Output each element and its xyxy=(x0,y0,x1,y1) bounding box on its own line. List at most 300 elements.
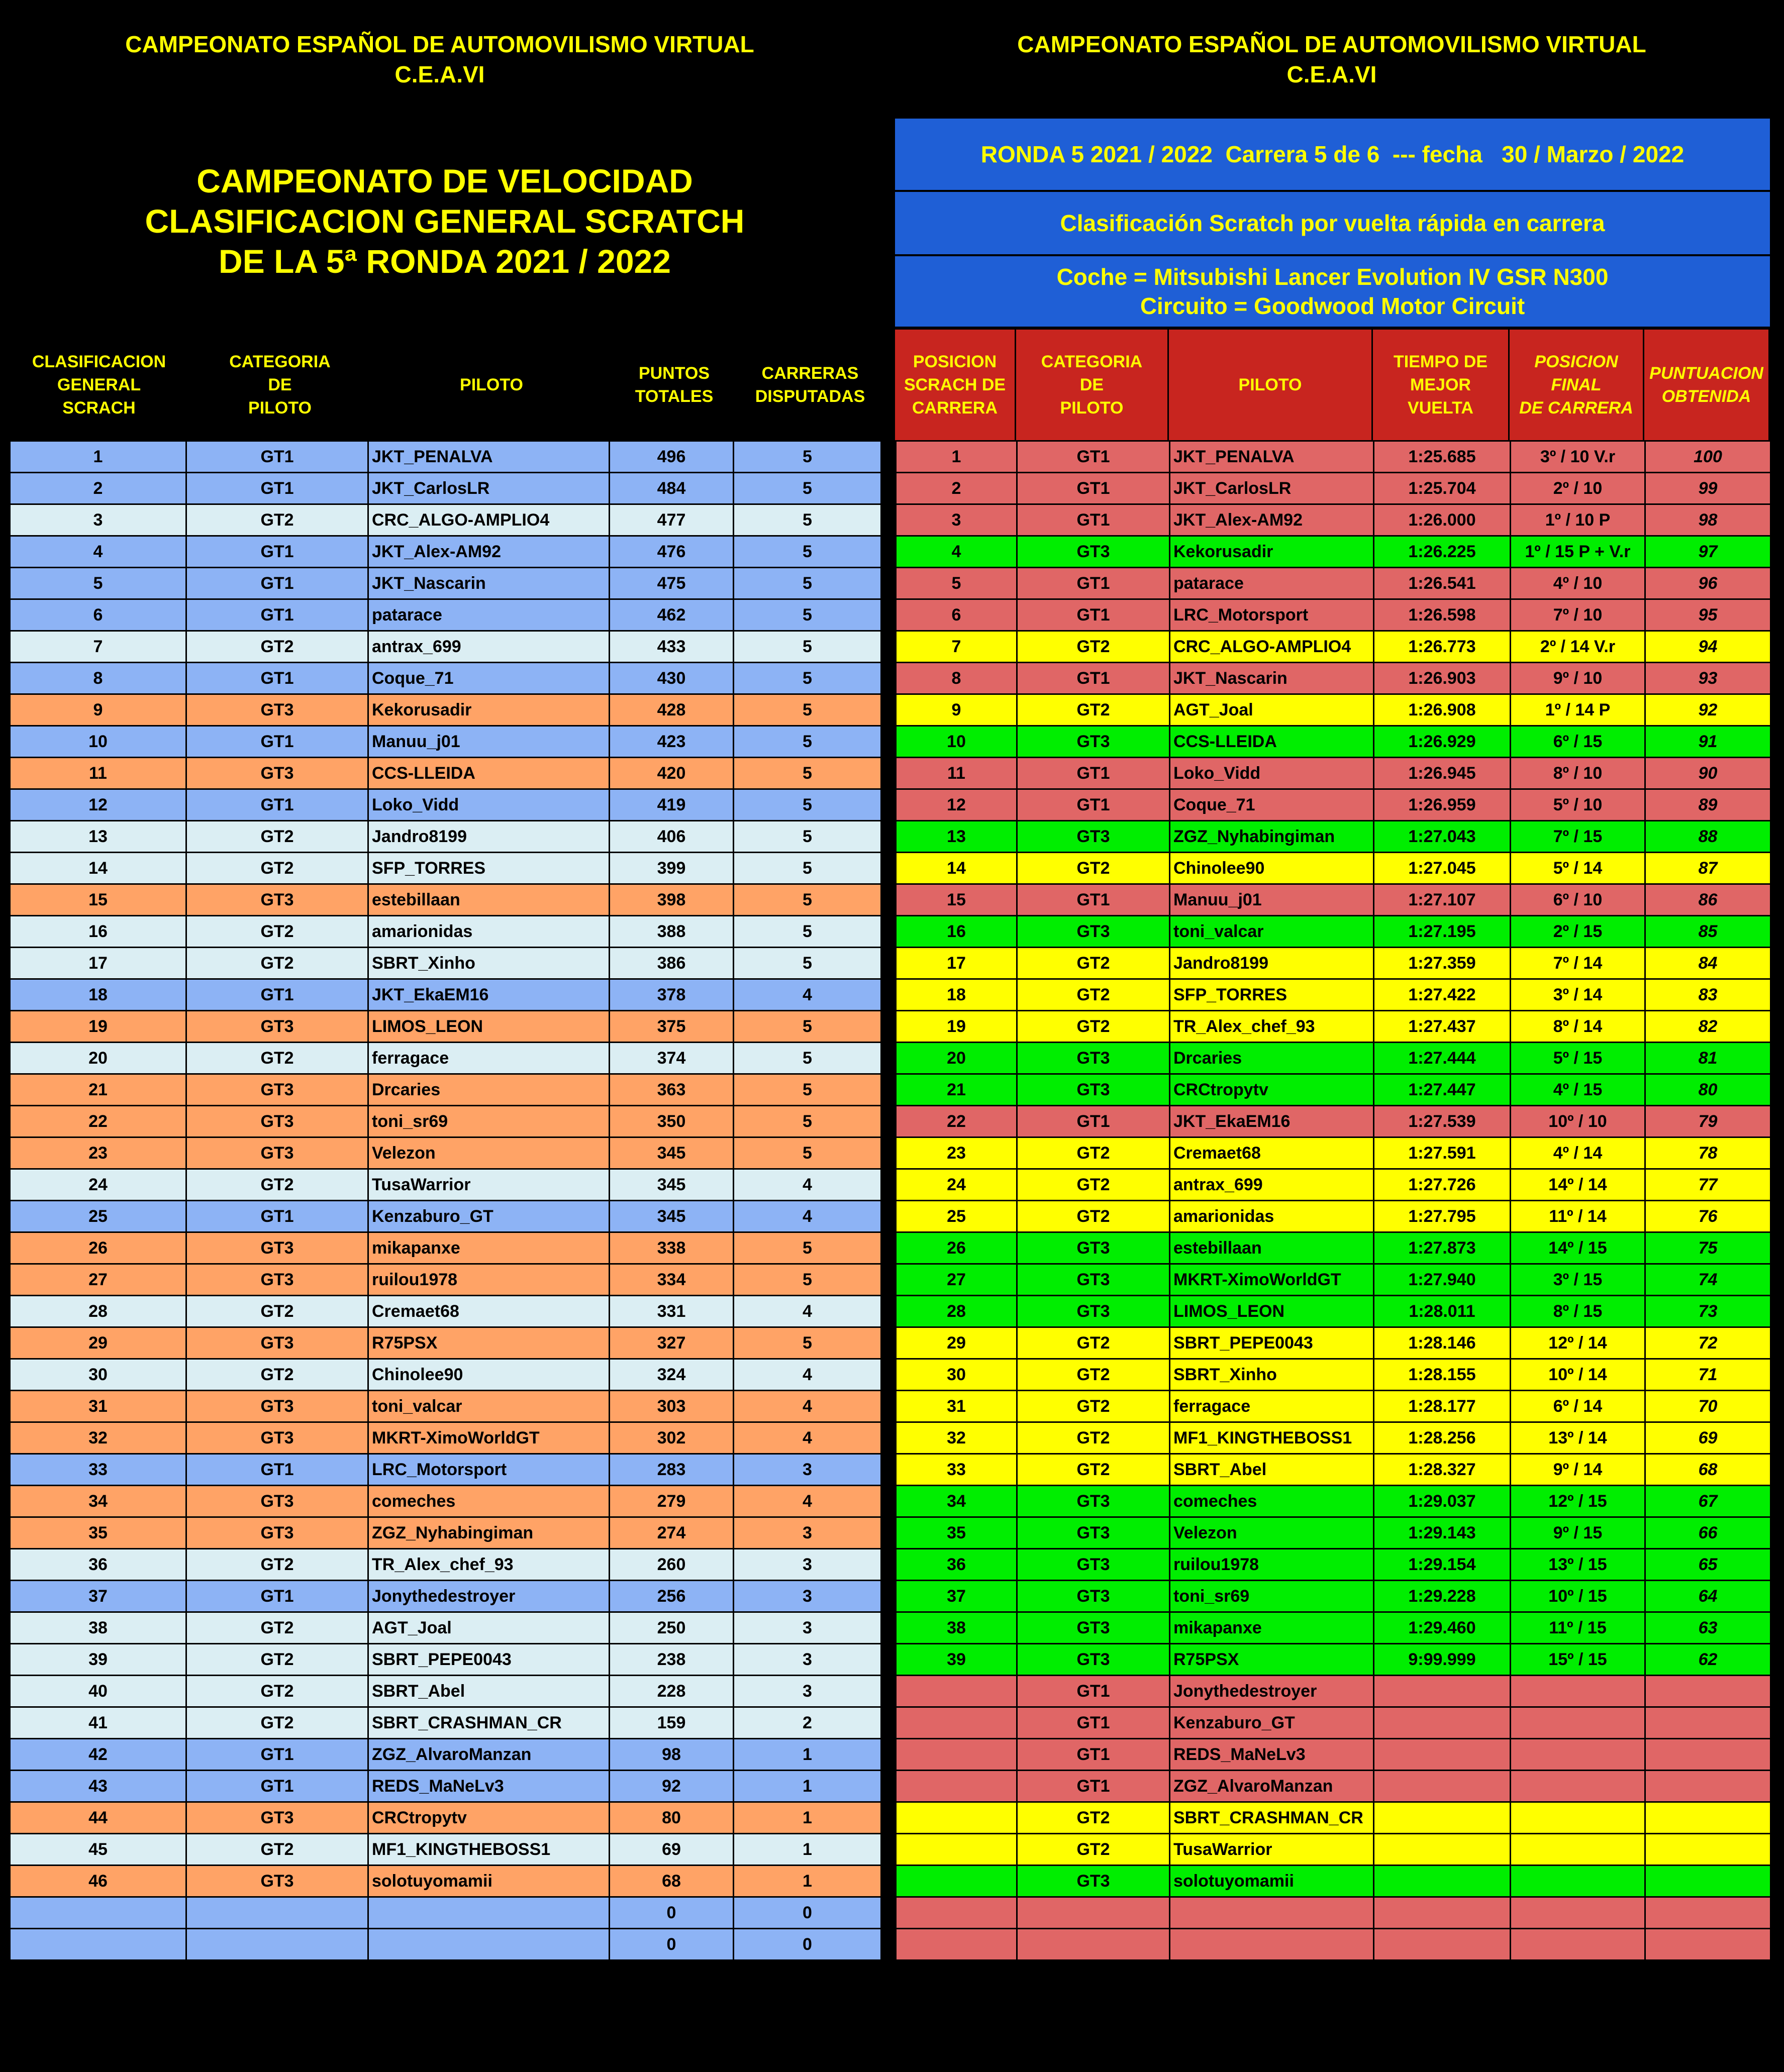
driver-cell: CRC_ALGO-AMPLIO4 xyxy=(1170,631,1374,663)
races-cell: 3 xyxy=(734,1581,881,1612)
column-header-line: MEJOR xyxy=(1410,375,1471,394)
standings-row xyxy=(10,1043,881,1074)
position-cell: 18 xyxy=(10,979,186,1011)
driver-cell: CRCtropytv xyxy=(1170,1074,1374,1106)
race-result-row xyxy=(896,789,1771,821)
races-cell: 4 xyxy=(734,1201,881,1232)
standings-row xyxy=(10,1454,881,1486)
standings-row xyxy=(10,1011,881,1043)
position-cell: 9 xyxy=(10,694,186,726)
driver-cell: SBRT_Abel xyxy=(368,1676,610,1707)
race-result-row xyxy=(896,1137,1771,1169)
points-obtained-cell: 95 xyxy=(1645,599,1771,631)
races-cell: 5 xyxy=(734,536,881,568)
scratch-info-banner xyxy=(895,192,1770,256)
races-cell: 5 xyxy=(734,853,881,884)
driver-cell: REDS_MaNeLv3 xyxy=(368,1771,610,1802)
category-cell: GT1 xyxy=(1017,758,1170,789)
driver-cell: ZGZ_Nyhabingiman xyxy=(1170,821,1374,853)
column-header-line: CARRERAS xyxy=(761,364,859,383)
race-position-cell: 31 xyxy=(896,1391,1017,1422)
standings-row xyxy=(10,726,881,758)
position-cell: 6 xyxy=(10,599,186,631)
races-cell: 4 xyxy=(734,1296,881,1327)
driver-cell: Jonythedestroyer xyxy=(368,1581,610,1612)
position-cell xyxy=(10,1897,186,1929)
points-obtained-cell: 76 xyxy=(1645,1201,1771,1232)
points-cell: 388 xyxy=(610,916,734,948)
race-results-table xyxy=(895,440,1771,1961)
final-position-cell: 1º / 14 P xyxy=(1511,694,1645,726)
driver-cell: LIMOS_LEON xyxy=(1170,1296,1374,1327)
standings-row xyxy=(10,1296,881,1327)
best-lap-cell xyxy=(1374,1866,1511,1897)
races-cell: 5 xyxy=(734,631,881,663)
category-cell: GT2 xyxy=(1017,979,1170,1011)
race-position-cell: 8 xyxy=(896,663,1017,694)
driver-cell: JKT_Alex-AM92 xyxy=(368,536,610,568)
points-obtained-cell: 75 xyxy=(1645,1232,1771,1264)
points-obtained-cell: 72 xyxy=(1645,1327,1771,1359)
points-obtained-cell xyxy=(1645,1897,1771,1929)
best-lap-cell: 1:25.685 xyxy=(1374,441,1511,473)
driver-cell: Chinolee90 xyxy=(368,1359,610,1391)
driver-cell: R75PSX xyxy=(1170,1644,1374,1676)
position-cell: 27 xyxy=(10,1264,186,1296)
standings-row xyxy=(10,568,881,599)
category-cell: GT1 xyxy=(1017,441,1170,473)
race-result-row xyxy=(896,916,1771,948)
driver-cell: SFP_TORRES xyxy=(1170,979,1374,1011)
best-lap-cell xyxy=(1374,1897,1511,1929)
races-cell: 5 xyxy=(734,1327,881,1359)
standings-row xyxy=(10,1486,881,1517)
best-lap-cell xyxy=(1374,1771,1511,1802)
category-cell: GT3 xyxy=(186,1486,368,1517)
standings-row xyxy=(10,1897,881,1929)
race-result-row xyxy=(896,1074,1771,1106)
final-position-cell xyxy=(1511,1707,1645,1739)
column-header-line: DE xyxy=(1079,375,1104,394)
races-cell: 1 xyxy=(734,1834,881,1866)
column-header-line: DE CARRERA xyxy=(1519,398,1633,418)
driver-cell xyxy=(368,1897,610,1929)
final-position-cell: 2º / 10 xyxy=(1511,473,1645,504)
position-cell xyxy=(10,1929,186,1960)
points-obtained-cell: 99 xyxy=(1645,473,1771,504)
race-position-cell: 37 xyxy=(896,1581,1017,1612)
position-cell: 28 xyxy=(10,1296,186,1327)
race-position-cell: 20 xyxy=(896,1043,1017,1074)
points-cell: 350 xyxy=(610,1106,734,1137)
category-cell: GT2 xyxy=(1017,1834,1170,1866)
final-position-cell: 8º / 10 xyxy=(1511,758,1645,789)
race-result-row xyxy=(896,1897,1771,1929)
final-position-cell: 7º / 10 xyxy=(1511,599,1645,631)
position-cell: 14 xyxy=(10,853,186,884)
position-cell: 40 xyxy=(10,1676,186,1707)
final-position-cell: 10º / 15 xyxy=(1511,1581,1645,1612)
category-cell: GT3 xyxy=(1017,726,1170,758)
race-position-cell: 16 xyxy=(896,916,1017,948)
points-obtained-cell: 82 xyxy=(1645,1011,1771,1043)
best-lap-cell: 9:99.999 xyxy=(1374,1644,1511,1676)
category-cell: GT2 xyxy=(186,916,368,948)
driver-cell xyxy=(368,1929,610,1960)
race-result-row xyxy=(896,1043,1771,1074)
final-position-cell xyxy=(1511,1739,1645,1771)
driver-cell: JKT_Nascarin xyxy=(368,568,610,599)
points-obtained-cell xyxy=(1645,1707,1771,1739)
points-cell: 0 xyxy=(610,1897,734,1929)
position-cell: 42 xyxy=(10,1739,186,1771)
points-obtained-cell: 96 xyxy=(1645,568,1771,599)
driver-cell: Loko_Vidd xyxy=(368,789,610,821)
category-cell: GT1 xyxy=(1017,1707,1170,1739)
driver-cell: Jandro8199 xyxy=(368,821,610,853)
driver-cell: patarace xyxy=(1170,568,1374,599)
category-cell: GT3 xyxy=(186,1866,368,1897)
races-cell: 3 xyxy=(734,1676,881,1707)
standings-row xyxy=(10,1422,881,1454)
category-cell: GT3 xyxy=(186,1391,368,1422)
position-cell: 4 xyxy=(10,536,186,568)
position-cell: 37 xyxy=(10,1581,186,1612)
column-header-line: DISPUTADAS xyxy=(755,387,865,406)
standings-row xyxy=(10,663,881,694)
race-position-cell xyxy=(896,1739,1017,1771)
driver-cell: solotuyomamii xyxy=(1170,1866,1374,1897)
race-position-cell xyxy=(896,1707,1017,1739)
race-position-cell: 34 xyxy=(896,1486,1017,1517)
final-position-cell: 10º / 14 xyxy=(1511,1359,1645,1391)
race-position-cell xyxy=(896,1802,1017,1834)
final-position-cell: 5º / 10 xyxy=(1511,789,1645,821)
races-cell: 5 xyxy=(734,663,881,694)
best-lap-cell: 1:26.945 xyxy=(1374,758,1511,789)
driver-cell: estebillaan xyxy=(368,884,610,916)
points-cell: 484 xyxy=(610,473,734,504)
race-result-row xyxy=(896,821,1771,853)
category-cell xyxy=(186,1897,368,1929)
position-cell: 31 xyxy=(10,1391,186,1422)
points-cell: 374 xyxy=(610,1043,734,1074)
category-cell: GT2 xyxy=(186,1644,368,1676)
race-position-cell xyxy=(896,1676,1017,1707)
points-cell: 378 xyxy=(610,979,734,1011)
final-position-cell xyxy=(1511,1676,1645,1707)
column-header-line: CLASIFICACION xyxy=(32,352,166,371)
races-cell: 1 xyxy=(734,1866,881,1897)
best-lap-cell: 1:26.908 xyxy=(1374,694,1511,726)
column-header-line: DE xyxy=(268,375,292,394)
races-cell: 5 xyxy=(734,1043,881,1074)
races-cell: 2 xyxy=(734,1707,881,1739)
race-position-cell: 25 xyxy=(896,1201,1017,1232)
driver-cell: Loko_Vidd xyxy=(1170,758,1374,789)
column-header xyxy=(371,330,612,440)
title-line-2: CLASIFICACION GENERAL SCRATCH xyxy=(145,202,745,240)
position-cell: 13 xyxy=(10,821,186,853)
column-header-line: CARRERA xyxy=(912,398,998,418)
category-cell: GT1 xyxy=(186,536,368,568)
race-position-cell: 11 xyxy=(896,758,1017,789)
final-position-cell: 9º / 15 xyxy=(1511,1517,1645,1549)
points-cell: 477 xyxy=(610,504,734,536)
driver-cell: LRC_Motorsport xyxy=(1170,599,1374,631)
org-acronym: C.E.A.VI xyxy=(1286,61,1377,87)
driver-cell: TR_Alex_chef_93 xyxy=(368,1549,610,1581)
race-position-cell: 7 xyxy=(896,631,1017,663)
driver-cell: REDS_MaNeLv3 xyxy=(1170,1739,1374,1771)
points-cell: 334 xyxy=(610,1264,734,1296)
race-position-cell: 17 xyxy=(896,948,1017,979)
final-position-cell xyxy=(1511,1929,1645,1960)
category-cell: GT2 xyxy=(186,631,368,663)
category-cell: GT2 xyxy=(186,1359,368,1391)
races-cell: 5 xyxy=(734,1232,881,1264)
best-lap-cell: 1:28.146 xyxy=(1374,1327,1511,1359)
driver-cell: JKT_CarlosLR xyxy=(1170,473,1374,504)
best-lap-cell: 1:29.460 xyxy=(1374,1612,1511,1644)
points-obtained-cell xyxy=(1645,1929,1771,1960)
position-cell: 17 xyxy=(10,948,186,979)
driver-cell: CCS-LLEIDA xyxy=(1170,726,1374,758)
org-acronym: C.E.A.VI xyxy=(394,61,485,87)
standings-row xyxy=(10,789,881,821)
points-obtained-cell: 87 xyxy=(1645,853,1771,884)
standings-row xyxy=(10,979,881,1011)
final-position-cell: 5º / 14 xyxy=(1511,853,1645,884)
category-cell: GT2 xyxy=(1017,1137,1170,1169)
position-cell: 24 xyxy=(10,1169,186,1201)
race-result-row xyxy=(896,1866,1771,1897)
column-header xyxy=(189,330,371,440)
points-obtained-cell: 68 xyxy=(1645,1454,1771,1486)
final-position-cell: 12º / 14 xyxy=(1511,1327,1645,1359)
driver-cell: MF1_KINGTHEBOSS1 xyxy=(1170,1422,1374,1454)
category-cell: GT3 xyxy=(1017,1517,1170,1549)
points-obtained-cell: 97 xyxy=(1645,536,1771,568)
final-position-cell: 7º / 15 xyxy=(1511,821,1645,853)
driver-cell: MKRT-XimoWorldGT xyxy=(1170,1264,1374,1296)
column-header xyxy=(895,330,1016,440)
position-cell: 7 xyxy=(10,631,186,663)
points-cell: 419 xyxy=(610,789,734,821)
races-cell: 5 xyxy=(734,1074,881,1106)
best-lap-cell: 1:27.422 xyxy=(1374,979,1511,1011)
driver-cell: SBRT_Abel xyxy=(1170,1454,1374,1486)
category-cell: GT3 xyxy=(1017,1264,1170,1296)
best-lap-cell: 1:27.447 xyxy=(1374,1074,1511,1106)
race-result-row xyxy=(896,1327,1771,1359)
race-position-cell: 27 xyxy=(896,1264,1017,1296)
category-cell: GT3 xyxy=(186,1264,368,1296)
final-position-cell: 4º / 10 xyxy=(1511,568,1645,599)
driver-cell: Coque_71 xyxy=(1170,789,1374,821)
category-cell: GT1 xyxy=(1017,1106,1170,1137)
category-cell xyxy=(1017,1897,1170,1929)
driver-cell: antrax_699 xyxy=(368,631,610,663)
race-result-row xyxy=(896,853,1771,884)
driver-cell: solotuyomamii xyxy=(368,1866,610,1897)
best-lap-cell: 1:27.726 xyxy=(1374,1169,1511,1201)
race-position-cell xyxy=(896,1834,1017,1866)
races-cell: 5 xyxy=(734,948,881,979)
final-position-cell: 2º / 14 V.r xyxy=(1511,631,1645,663)
category-cell: GT1 xyxy=(1017,1676,1170,1707)
position-cell: 12 xyxy=(10,789,186,821)
races-cell: 4 xyxy=(734,1422,881,1454)
race-result-row xyxy=(896,473,1771,504)
points-obtained-cell: 80 xyxy=(1645,1074,1771,1106)
driver-cell: comeches xyxy=(368,1486,610,1517)
race-position-cell: 32 xyxy=(896,1422,1017,1454)
category-cell: GT2 xyxy=(186,1707,368,1739)
category-cell: GT1 xyxy=(186,441,368,473)
points-obtained-cell: 81 xyxy=(1645,1043,1771,1074)
category-cell: GT1 xyxy=(1017,568,1170,599)
races-cell: 5 xyxy=(734,1264,881,1296)
standings-row xyxy=(10,1264,881,1296)
category-cell: GT2 xyxy=(1017,1359,1170,1391)
driver-cell: JKT_EkaEM16 xyxy=(368,979,610,1011)
column-header-line: TOTALES xyxy=(635,387,714,406)
points-obtained-cell: 83 xyxy=(1645,979,1771,1011)
category-cell: GT3 xyxy=(1017,1074,1170,1106)
category-cell: GT3 xyxy=(1017,1232,1170,1264)
driver-cell: Kenzaburo_GT xyxy=(1170,1707,1374,1739)
best-lap-cell: 1:26.773 xyxy=(1374,631,1511,663)
standings-row xyxy=(10,1517,881,1549)
driver-cell: TusaWarrior xyxy=(1170,1834,1374,1866)
position-cell: 26 xyxy=(10,1232,186,1264)
final-position-cell: 14º / 14 xyxy=(1511,1169,1645,1201)
final-position-cell: 3º / 15 xyxy=(1511,1264,1645,1296)
best-lap-cell: 1:27.195 xyxy=(1374,916,1511,948)
driver-cell: JKT_EkaEM16 xyxy=(1170,1106,1374,1137)
standings-row xyxy=(10,631,881,663)
driver-cell: Manuu_j01 xyxy=(368,726,610,758)
category-cell: GT3 xyxy=(1017,1866,1170,1897)
race-position-cell xyxy=(896,1929,1017,1960)
best-lap-cell: 1:25.704 xyxy=(1374,473,1511,504)
category-cell: GT3 xyxy=(1017,916,1170,948)
race-result-row xyxy=(896,441,1771,473)
points-cell: 475 xyxy=(610,568,734,599)
driver-cell: toni_sr69 xyxy=(1170,1581,1374,1612)
driver-cell: Drcaries xyxy=(1170,1043,1374,1074)
race-position-cell xyxy=(896,1771,1017,1802)
driver-cell: Velezon xyxy=(368,1137,610,1169)
category-cell: GT3 xyxy=(186,1517,368,1549)
races-cell: 5 xyxy=(734,726,881,758)
category-cell: GT2 xyxy=(1017,1327,1170,1359)
driver-cell: LRC_Motorsport xyxy=(368,1454,610,1486)
points-obtained-cell: 84 xyxy=(1645,948,1771,979)
standings-row xyxy=(10,536,881,568)
driver-cell: SBRT_Xinho xyxy=(1170,1359,1374,1391)
driver-cell: JKT_CarlosLR xyxy=(368,473,610,504)
points-obtained-cell: 65 xyxy=(1645,1549,1771,1581)
final-position-cell: 8º / 15 xyxy=(1511,1296,1645,1327)
category-cell: GT3 xyxy=(186,694,368,726)
points-obtained-cell: 64 xyxy=(1645,1581,1771,1612)
points-cell: 428 xyxy=(610,694,734,726)
points-obtained-cell: 73 xyxy=(1645,1296,1771,1327)
race-result-row xyxy=(896,536,1771,568)
category-cell: GT2 xyxy=(186,1676,368,1707)
points-cell: 283 xyxy=(610,1454,734,1486)
race-result-row xyxy=(896,1549,1771,1581)
points-cell: 238 xyxy=(610,1644,734,1676)
position-cell: 30 xyxy=(10,1359,186,1391)
category-cell: GT3 xyxy=(186,1137,368,1169)
best-lap-cell: 1:27.107 xyxy=(1374,884,1511,916)
driver-cell: MF1_KINGTHEBOSS1 xyxy=(368,1834,610,1866)
category-cell: GT2 xyxy=(1017,1011,1170,1043)
column-header-line: PILOTO xyxy=(1060,398,1124,418)
column-header-line: OBTENIDA xyxy=(1661,387,1751,406)
category-cell: GT2 xyxy=(186,853,368,884)
column-header-line: CATEGORIA xyxy=(229,352,331,371)
car-text: Coche = Mitsubishi Lancer Evolution IV GSR N300 xyxy=(1056,264,1609,290)
best-lap-cell: 1:26.000 xyxy=(1374,504,1511,536)
standings-row xyxy=(10,1834,881,1866)
position-cell: 43 xyxy=(10,1771,186,1802)
race-result-row xyxy=(896,599,1771,631)
points-obtained-cell xyxy=(1645,1771,1771,1802)
category-cell: GT1 xyxy=(186,568,368,599)
position-cell: 10 xyxy=(10,726,186,758)
points-obtained-cell: 79 xyxy=(1645,1106,1771,1137)
category-cell: GT2 xyxy=(186,504,368,536)
points-cell: 256 xyxy=(610,1581,734,1612)
final-position-cell xyxy=(1511,1771,1645,1802)
final-position-cell xyxy=(1511,1802,1645,1834)
race-position-cell: 3 xyxy=(896,504,1017,536)
final-position-cell: 13º / 15 xyxy=(1511,1549,1645,1581)
race-result-row xyxy=(896,1422,1771,1454)
category-cell: GT3 xyxy=(1017,821,1170,853)
best-lap-cell: 1:28.177 xyxy=(1374,1391,1511,1422)
points-cell: 363 xyxy=(610,1074,734,1106)
points-obtained-cell: 63 xyxy=(1645,1612,1771,1644)
races-cell: 5 xyxy=(734,568,881,599)
driver-cell: ZGZ_AlvaroManzan xyxy=(1170,1771,1374,1802)
driver-cell: Kekorusadir xyxy=(368,694,610,726)
position-cell: 21 xyxy=(10,1074,186,1106)
column-header-line: GENERAL xyxy=(57,375,141,394)
driver-cell: Drcaries xyxy=(368,1074,610,1106)
races-cell: 4 xyxy=(734,1391,881,1422)
category-cell: GT1 xyxy=(186,1454,368,1486)
race-position-cell: 13 xyxy=(896,821,1017,853)
category-cell: GT2 xyxy=(186,1043,368,1074)
best-lap-cell: 1:26.903 xyxy=(1374,663,1511,694)
category-cell: GT2 xyxy=(1017,1422,1170,1454)
final-position-cell: 11º / 14 xyxy=(1511,1201,1645,1232)
driver-cell: amarionidas xyxy=(368,916,610,948)
driver-cell: patarace xyxy=(368,599,610,631)
race-position-cell: 9 xyxy=(896,694,1017,726)
column-header-line: PILOTO xyxy=(1238,375,1302,394)
position-cell: 22 xyxy=(10,1106,186,1137)
points-obtained-cell: 98 xyxy=(1645,504,1771,536)
category-cell: GT3 xyxy=(1017,1549,1170,1581)
points-obtained-cell: 77 xyxy=(1645,1169,1771,1201)
column-header xyxy=(612,330,736,440)
